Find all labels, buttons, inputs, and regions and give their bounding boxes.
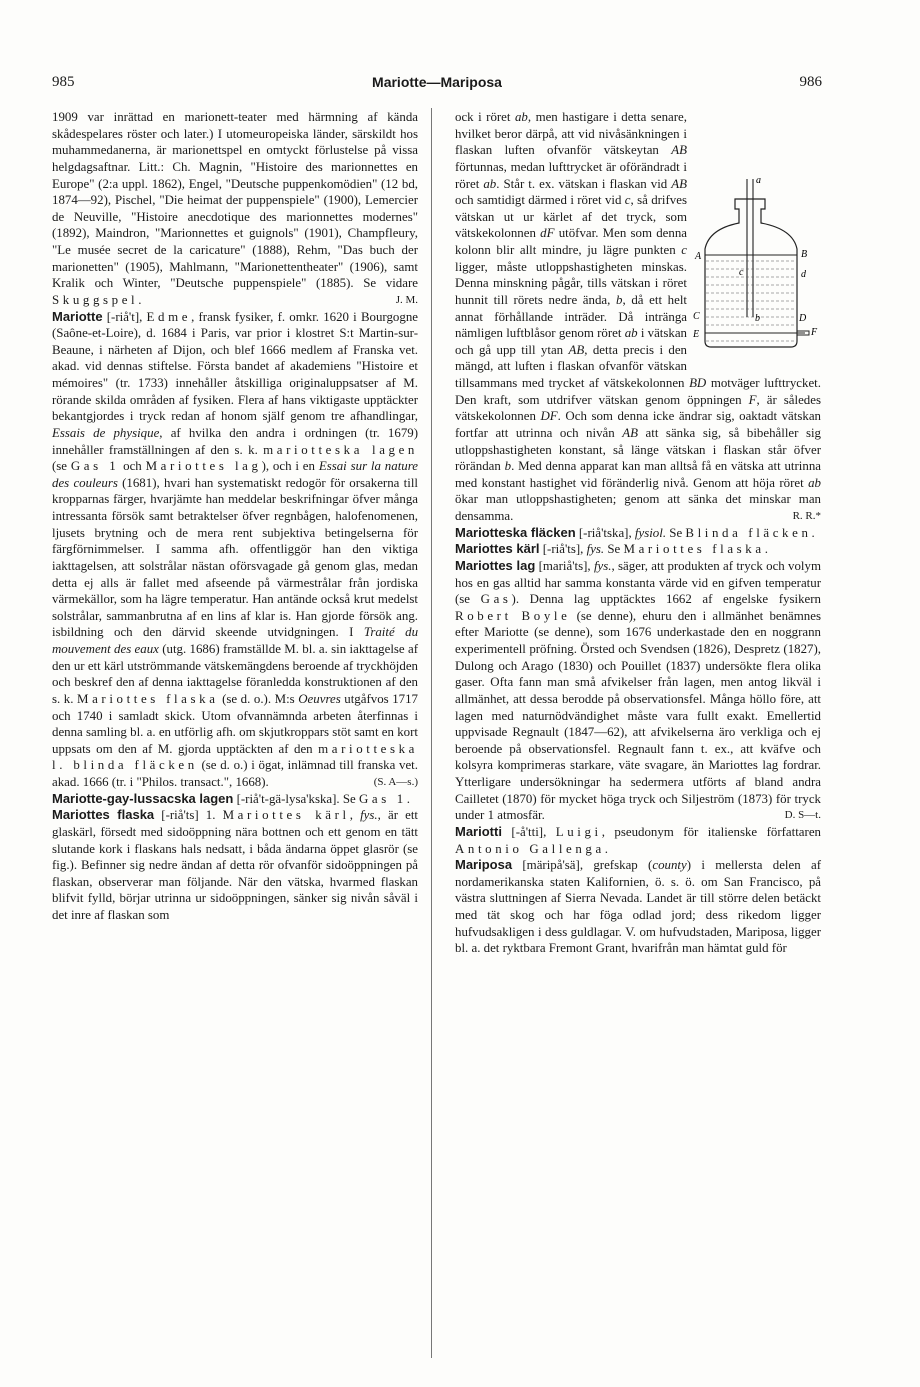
label-c: c	[739, 267, 744, 278]
page-header	[52, 74, 822, 94]
headword: Mariottes kärl	[455, 541, 540, 557]
signature: D. S—t.	[784, 809, 821, 822]
page-number-left: 985	[52, 74, 75, 90]
entry-marionett-continuation: 1909 var inrättad en marionett-teater med härmning af kända skådespelares röster och later.) I utomeuropeiska länder, särskildt hos muhammedanerna, är marionettspel en omtyckt förlustelse på vissa helgdagsaftnar. Litt.: Ch. Magnin, "Histoire des marionnettes en Europe" (2:a uppl. 1862), Engel, "Deutsche puppenkomödien" (12 bd, 1874—92), Pischel, "Die heimat der puppenspiele" (1900), Lemercier de Neuville, "Histoire anecdotique des marionnettes modernes" (1892), Maindron, "Marionnettes et guignols" (1901), Champfleury, "Le musée secret de la caricature" (1888), Rehm, "Das buch der marionetten" (1905), Mahlmann, "Marionettentheater" (1906), samt Kralik och Winter, "Deutsche puppenspiele" (1885). Se vidare Skuggspel. J. M.	[52, 110, 418, 307]
headword: Mariotteska fläcken	[455, 524, 576, 540]
column-rule	[431, 108, 432, 1358]
liquid-hatching	[706, 261, 796, 341]
left-column	[52, 109, 418, 924]
label-B: B	[801, 249, 808, 260]
entry-mariottes-karl: Mariottes kärl [-riå'ts], fys. Se Mariottes flaska.	[455, 541, 768, 557]
right-column	[455, 109, 821, 957]
entry-mariottes-flaska: Mariottes flaska [-riå'ts] 1. Mariottes kärl, fys., är ett glaskärl, försedt med sidoöppning nära bottnen och ett genom en tätt slutande kork i flaskans hals nedsatt, i båda ändarna öppet glasrör (se fig.). Befinner sig nedre ändan af detta rör ofvanför sidoöppningen på flaskan, observerar man följande. När den vätska, hvarmed flaskan blifvit fylld, börjar utrinna ur sidoöppningen, sänker sig nivån såväl i det inre af flaskan som	[52, 807, 418, 922]
signature: J. M.	[395, 293, 418, 306]
entry-mariottes-lag: Mariottes lag [mariå'ts], fys., säger, att produkten af tryck och volym hos en gas alltid har samma konstanta värde vid en gifven temperatur (se Gas). Denna lag upptäcktes 1662 af engelske fysikern Robert Boyle (se denne), ehuru den i allmänhet benämnes efter Mariotte (se denne), som 1676 underkastade den en noggrann experimentell pröfning. Örsted och Svendsen (1826), Despretz (1827), Dulong och Arago (1830) och Pouillet (1837) undersökte flera olika gaser. Ofta fann man små afvikelser från lagen, men antog likväl i allmänhet, att dessa berodde på observationsfel. Många höllo före, att lagen med naturnödvändighet måste vara fullt exakt. Emellertid uppvisade Regnault (1847—62), att afvikelserna äro verkliga och ej beroende på observationsfel. Regnault fann t. ex., att kväfve och kolsyra komprimeras starkare, väte svagare, än Mariottes lag fordrar. Ytterligare undersökningar ha sedermera utförts af bland andra Cailletet (1870) för mycket höga tryck och Siljeström (1873) för tryck under 1 atmosfär. D. S—t.	[455, 557, 821, 823]
entry-mariotti: Mariotti [-å'tti], Luigi, pseudonym för italienske författaren Antonio Gallenga.	[455, 823, 821, 856]
signature: R. R.*	[792, 510, 821, 522]
signature: (S. A—s.)	[373, 776, 418, 788]
mariotte-bottle-diagram	[693, 169, 823, 359]
headword: Mariottes flaska	[52, 807, 155, 823]
label-F: F	[811, 327, 818, 338]
entry-mariotteska-flacken: Mariotteska fläcken [-riå'tska], fysiol. Se Blinda fläcken.	[455, 524, 815, 540]
headword: Mariotte	[52, 308, 103, 324]
entry-mariotte-gay-lussacska-lagen: Mariotte-gay-lussacska lagen [-riå't-gä-lysa'kska]. Se Gas 1.	[52, 790, 411, 806]
headword: Mariotti	[455, 823, 502, 839]
headword: Mariotte-gay-lussacska lagen	[52, 790, 234, 806]
label-E: E	[693, 329, 700, 340]
entry-mariotte: Mariotte [-riå't], Edme, fransk fysiker, f. omkr. 1620 i Bourgogne (Saône-et-Loire), d. 1684 i Paris, var prior i klostret S:t Martin-sur-Beaune, i närheten af Dijon, och blef 1666 medlem af Franska vet. akad. vid dennas stiftelse. Första bandet af akademiens "Histoire et mémoires" (tr. 1733) innehåller åtskilliga originaluppsatser af M. rörande skilda områden af fysiken. Flera af hans viktigaste upptäckter bekantgjordes i tryck redan af honom själf genom tre afhandlingar, Essais de physique, af hvilka den andra i ordningen (tr. 1679) innehåller framställningen af den s. k. mariotteska lagen (se Gas 1 och Mariottes lag), och i en Essai sur la nature des couleurs (1681), hvari han systematiskt redogör för orsakerna till kropparnas färger, hvarjämte han meddelar beskrifningar öfver många intressanta försök samt betraktelser öfver regnbågen, halofenomenen, ljusets brytning och de mera rent subjektiva betingelserna för färgförnimmelser. I samma afh. offentliggör han den viktiga iakttagelsen, att solstrålar nästan oförsvagade gå genom glas, medan detta ej alls är fallet med afseende på värmestrålar från jordiska värmekällor, som ha lägre temperatur. Han antände också krut medelst solstrålar, sammanbrutna af en lins af klar is. Han gjorde försök ang. isbildning och den därvid skeende utvidgningen. I Traité du mouvement des eaux (utg. 1686) framställde M. bl. a. sin iakttagelse af den ur ett kärl utströmmande vätskemängdens beroende af tryckhöjden och beskref den af denna iakttagelse föranledda konstruktionen af den s. k. Mariottes flaska (se d. o.). M:s Oeuvres utgåfvos 1717 och 1740 i samladt skick. Utom ofvannämnda arbeten återfinnas i denna samling bl. a. en utförlig afh. om skjutkroppars stöt samt en kort uppsats om den af M. gjorda upptäckten af den mariotteska l. blinda fläcken (se d. o.) i ögat, inlämnad till franska vet. akad. 1666 (tr. i "Philos. transact.", 1668). (S. A—s.)	[52, 308, 419, 789]
headword: Mariposa	[455, 857, 513, 873]
label-A: A	[695, 251, 702, 262]
mariotte-bottle-figure	[693, 169, 823, 359]
label-d: d	[801, 269, 806, 280]
label-b: b	[755, 313, 760, 324]
label-D: D	[799, 313, 807, 324]
page-number-right: 986	[799, 74, 822, 90]
label-a: a	[756, 175, 761, 186]
headword: Mariottes lag	[455, 557, 536, 573]
entry-mariposa: Mariposa [märipå'sä], grefskap (county) i mellersta delen af nordamerikanska staten Kalifornien, ö. s. ö. om San Francisco, på västra sluttningen af Sierra Nevada. Landet är till större delen betäckt med tät skog och har föga odlad jord; dess rikedom ligger hufvudsakligen i dess guldlagar. V. om hufvudstaden, Mariposa, ligger bl. a. det ryktbara Fremont Grant, hvarifrån man hämtat guld för	[455, 857, 821, 956]
label-C: C	[693, 311, 700, 322]
entry-mariottes-flaska-continuation: ock i röret ab, men hastigare i detta senare, hvilket beror därpå, att vid nivåsänkningen i flaskan luften ofvanför vätskeytan AB förtunnas, medan lufttrycket är oförändradt i röret ab. Står t. ex. vätskan i flaskan vid AB och samtidigt därmed i röret vid c, så drifves vätskan ut ur kärlet af det tryck, som vätskekolonnen dF utöfvar. Men som denna kolonn blir allt mindre, ju lägre punkten c ligger, måste utloppshastigheten minskas. Denna minskning pågår, tills vätskan i röret hunnit till rörets nedre ända, b, då ett helt annat förhållande inträder. Då inträngа nämligen luftblåsor genom röret ab i vätskan och gå upp till ytan AB, detta precis i den mängd, att luften i flaskan ofvanför vätskan tillsammans med trycket af vätskekolonnen BD motväger lufttrycket. Den kraft, som utdrifver vätskan genom öppningen F, är således vätskekolonnen DF. Och som denna icke ändrar sig, oaktadt vätskan fortfar att utrinna och nivån AB att sänka sig, så bibehåller sig utloppshastigheten konstant, så länge vätskan i flaskan står öfver rörändan b. Med denna apparat kan man alltså få en vätska att utrinna med konstant hastighet vid föränderlig nivå. Genom att höja röret ab ökar man utloppshastigheten; genom att sänka det minskar man densamma. R. R.*	[455, 110, 821, 523]
running-head: Mariotte—Mariposa	[372, 74, 502, 90]
